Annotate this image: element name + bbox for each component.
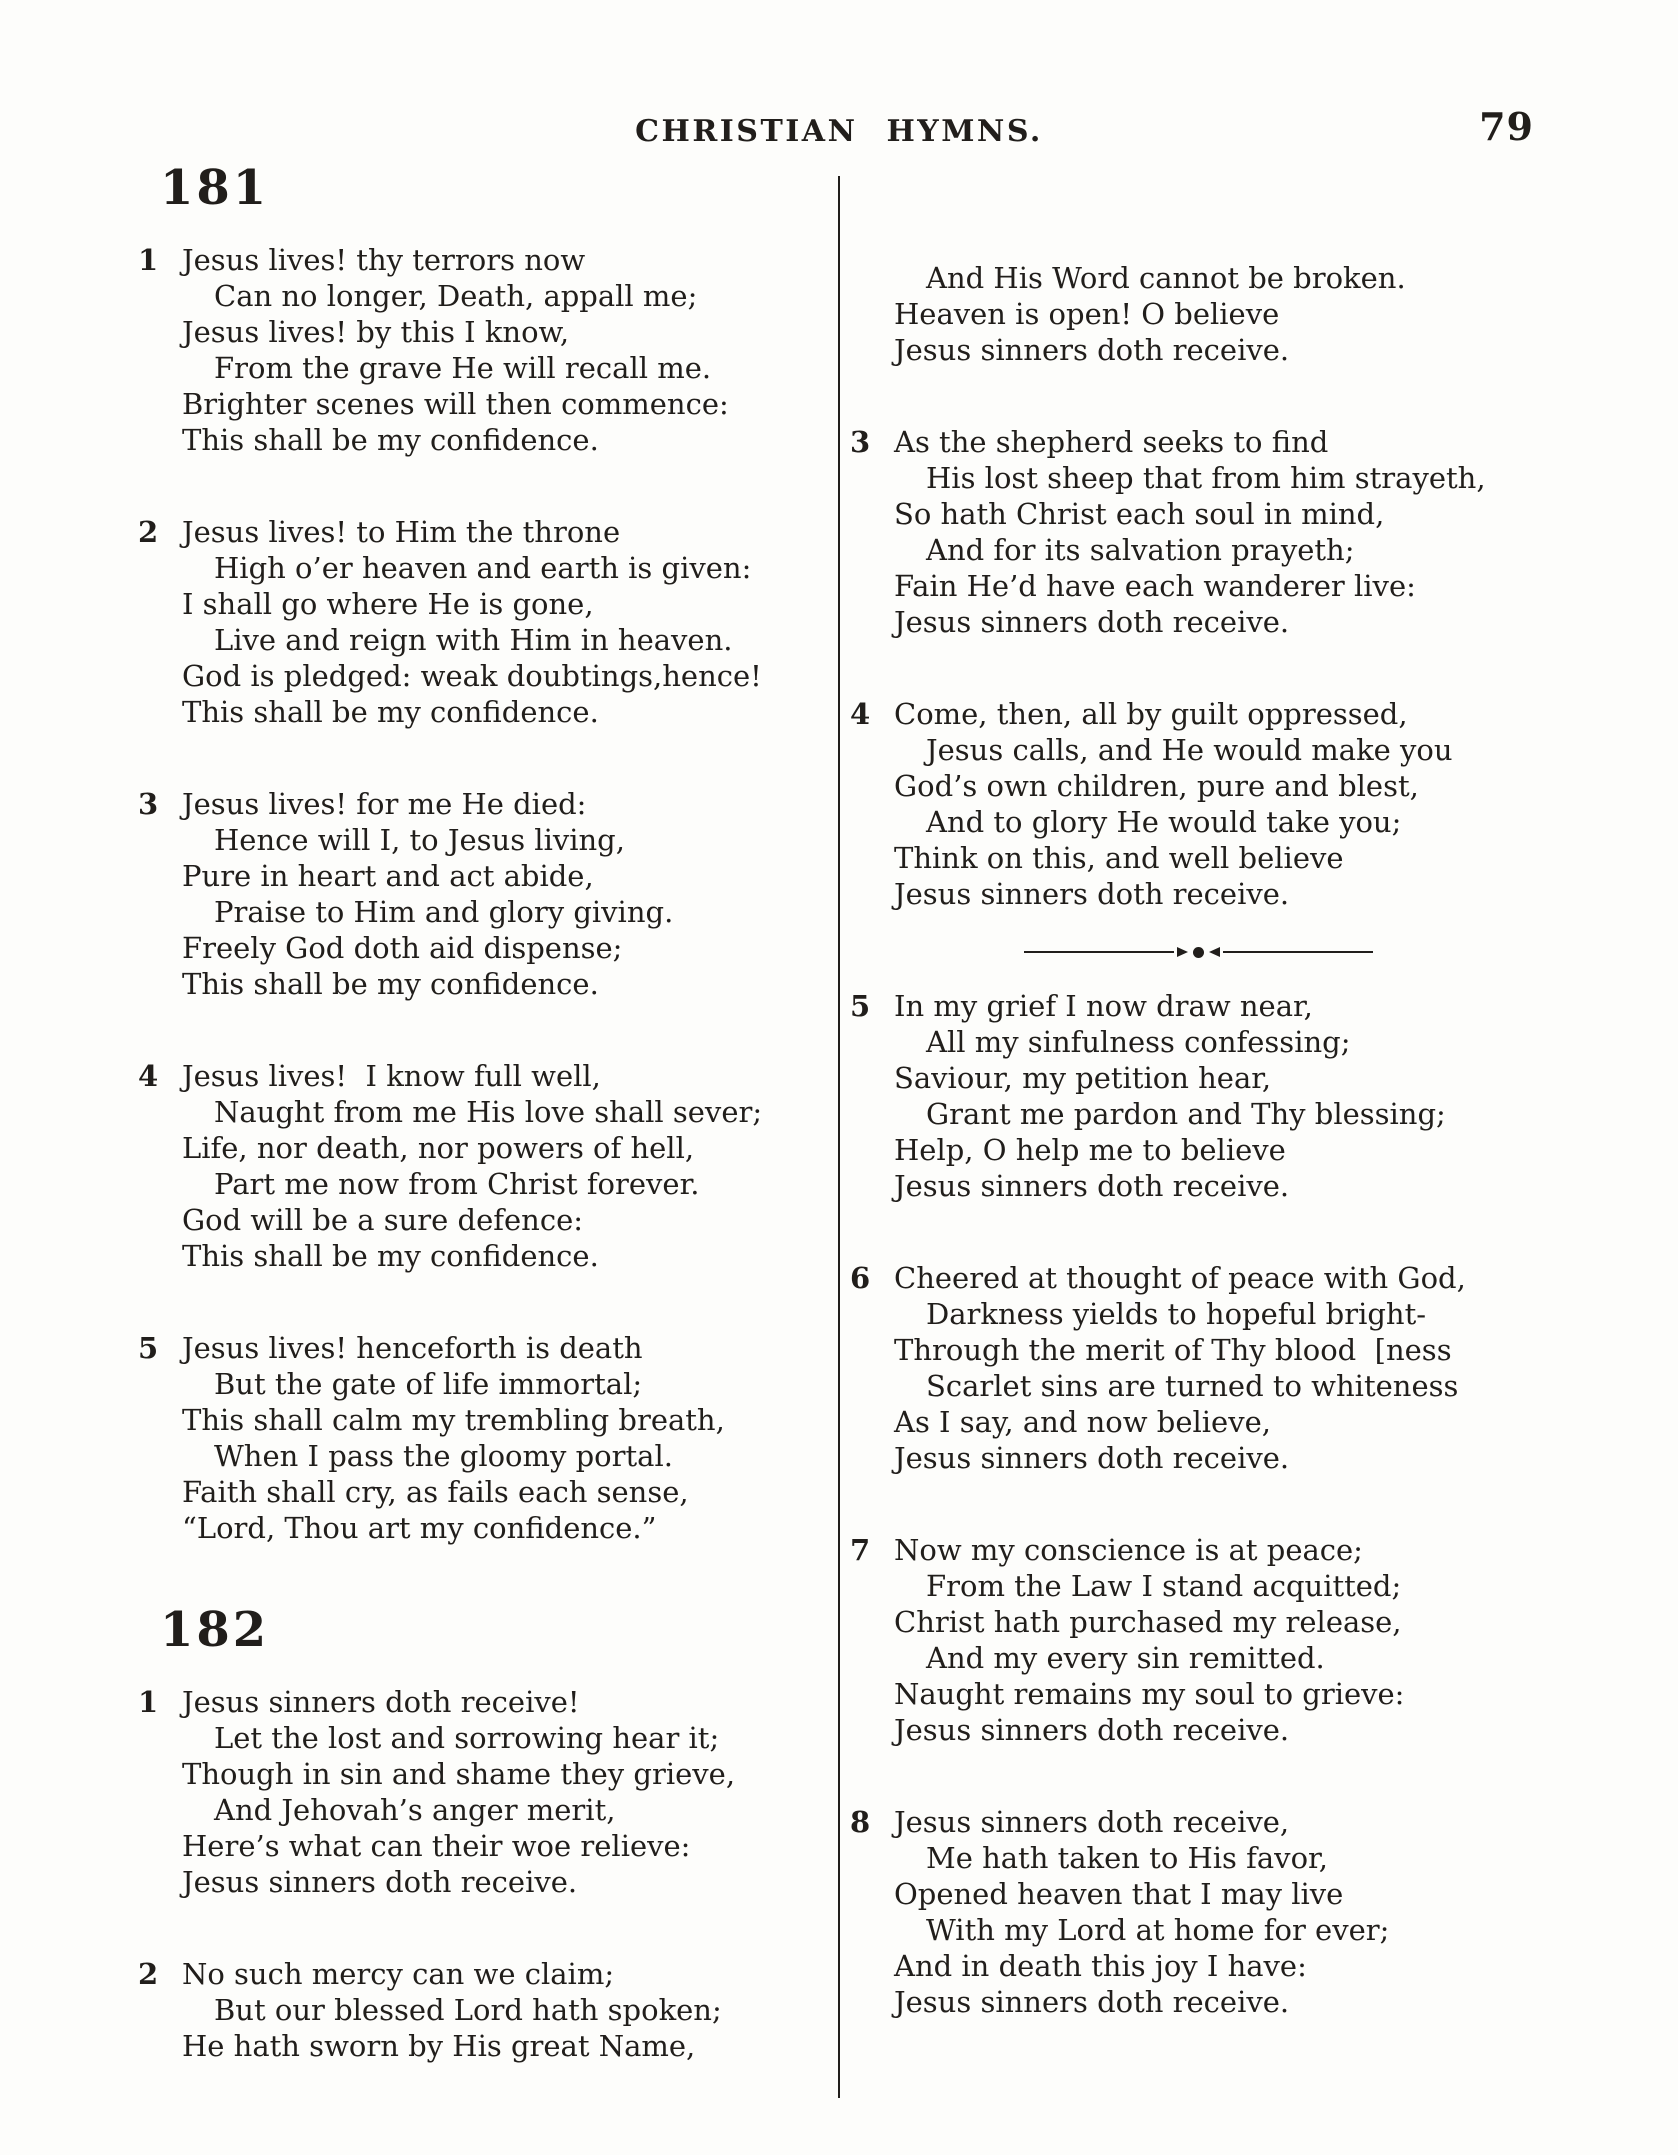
verse-line: Fain He’d have each wanderer live:: [894, 569, 1416, 603]
verse-line: All my sinfulness confessing;: [926, 1025, 1351, 1059]
verse-line: Jesus lives! henceforth is death: [182, 1331, 643, 1365]
verse-number: 6: [850, 1261, 871, 1295]
verse-line: As I say, and now believe,: [894, 1405, 1271, 1439]
hymn-number-181: 181: [160, 160, 270, 216]
verse-lines: [182, 514, 838, 730]
verse-line: Jesus sinners doth receive.: [894, 605, 1290, 639]
verse-line: Let the lost and sorrowing hear it;: [214, 1721, 720, 1755]
verse-line: Jesus sinners doth receive.: [894, 877, 1290, 911]
verse: [850, 696, 1546, 912]
verse: [138, 242, 838, 458]
verse-line: God is pledged: weak doubtings,hence!: [182, 659, 762, 693]
ornament-line: [1223, 951, 1373, 953]
verse-line: And Jehovah’s anger merit,: [214, 1793, 616, 1827]
verse-line: Jesus sinners doth receive.: [894, 1713, 1290, 1747]
verse-line: Jesus sinners doth receive.: [182, 1865, 578, 1899]
verse: [850, 1804, 1546, 2020]
verse-line: Jesus lives! for me He died:: [182, 787, 587, 821]
verse-line: Naught remains my soul to grieve:: [894, 1677, 1405, 1711]
verse-lines: [894, 1260, 1546, 1476]
verse-line: Part me now from Christ forever.: [214, 1167, 700, 1201]
hymn-columns: [138, 160, 1546, 2120]
verse-line: Pure in heart and act abide,: [182, 859, 594, 893]
verse-line: Live and reign with Him in heaven.: [214, 623, 733, 657]
verse-number: 1: [138, 1685, 159, 1719]
verse: [850, 260, 1546, 368]
verse-line: Now my conscience is at peace;: [894, 1533, 1363, 1567]
verse-line: Scarlet sins are turned to whiteness: [926, 1369, 1459, 1403]
verse-line: This shall be my confidence.: [182, 1239, 599, 1273]
verse-number: 3: [850, 425, 871, 459]
verse-line: Jesus sinners doth receive!: [182, 1685, 580, 1719]
verse-line: But the gate of life immortal;: [214, 1367, 643, 1401]
verse-line: This shall be my confidence.: [182, 695, 599, 729]
verse-line: But our blessed Lord hath spoken;: [214, 1993, 722, 2027]
verse-line: Me hath taken to His favor,: [926, 1841, 1328, 1875]
verse-line: Jesus lives! I know full well,: [182, 1059, 601, 1093]
verse-lines: [894, 1804, 1546, 2020]
verse-line: Heaven is open! O believe: [894, 297, 1280, 331]
verse-number: 2: [138, 515, 159, 549]
verse-line: Jesus sinners doth receive.: [894, 333, 1290, 367]
verse-line: With my Lord at home for ever;: [926, 1913, 1390, 1947]
verse: [138, 1684, 838, 1900]
verse-line: Jesus lives! by this I know,: [182, 315, 570, 349]
verse-line: When I pass the gloomy portal.: [214, 1439, 673, 1473]
verse-line: I shall go where He is gone,: [182, 587, 594, 621]
verse-lines: [182, 242, 838, 458]
verse-line: No such mercy can we claim;: [182, 1957, 615, 1991]
hymn-number-182: 182: [160, 1602, 270, 1658]
verse-line: Jesus lives! thy terrors now: [182, 243, 586, 277]
verse-line: This shall be my confidence.: [182, 967, 599, 1001]
verse-number: 1: [138, 243, 159, 277]
verse-line: Can no longer, Death, appall me;: [214, 279, 698, 313]
verse-number: 5: [850, 989, 871, 1023]
verse-line: Jesus sinners doth receive.: [894, 1441, 1290, 1475]
verse-lines: [894, 1532, 1546, 1748]
verse-line: Jesus calls, and He would make you: [926, 733, 1453, 767]
verse-line: From the grave He will recall me.: [214, 351, 712, 385]
verse-line: In my grief I now draw near,: [894, 989, 1313, 1023]
verse: [138, 786, 838, 1002]
verse: [850, 988, 1546, 1204]
verse-line: This shall calm my trembling breath,: [182, 1403, 725, 1437]
verse-line: As the shepherd seeks to find: [894, 425, 1329, 459]
verse: [850, 1260, 1546, 1476]
verse-line: Jesus sinners doth receive.: [894, 1985, 1290, 2019]
verse-line: God will be a sure defence:: [182, 1203, 584, 1237]
verse-line: He hath sworn by His great Name,: [182, 2029, 696, 2063]
verse-line: Jesus sinners doth receive.: [894, 1169, 1290, 1203]
verse-number: 4: [138, 1059, 159, 1093]
verse-line: Cheered at thought of peace with God,: [894, 1261, 1466, 1295]
verse: [138, 1330, 838, 1546]
verse-lines: [182, 1684, 838, 1900]
section-ornament: [850, 942, 1546, 962]
verse-lines: [894, 696, 1546, 912]
verse-line: Freely God doth aid dispense;: [182, 931, 623, 965]
verse-line: And in death this joy I have:: [894, 1949, 1307, 1983]
verse-lines: [182, 1058, 838, 1274]
verse-line: Come, then, all by guilt oppressed,: [894, 697, 1408, 731]
verse-line: Help, O help me to believe: [894, 1133, 1286, 1167]
verse-line: And my every sin remitted.: [926, 1641, 1325, 1675]
verse-number: [850, 260, 894, 368]
verse-line: Hence will I, to Jesus living,: [214, 823, 625, 857]
verse-line: Darkness yields to hopeful bright-: [926, 1297, 1427, 1331]
verse: [850, 424, 1546, 640]
verse-line: Christ hath purchased my release,: [894, 1605, 1402, 1639]
verse-line: Jesus lives! to Him the throne: [182, 515, 621, 549]
verse-line: Through the merit of Thy blood [ness: [894, 1333, 1452, 1367]
verse: [138, 1058, 838, 1274]
verse-line: Though in sin and shame they grieve,: [182, 1757, 736, 1791]
verse-lines: [894, 988, 1546, 1204]
left-column: [138, 160, 838, 2120]
verse-line: God’s own children, pure and blest,: [894, 769, 1419, 803]
verse: [850, 1532, 1546, 1748]
ornament-arrow-icon: [1177, 947, 1188, 957]
verse-line: Here’s what can their woe relieve:: [182, 1829, 691, 1863]
verse-line: From the Law I stand acquitted;: [926, 1569, 1402, 1603]
verse-number: 3: [138, 787, 159, 821]
verse-lines: [894, 260, 1546, 368]
verse-line: This shall be my confidence.: [182, 423, 599, 457]
verse-line: Grant me pardon and Thy blessing;: [926, 1097, 1446, 1131]
verse-line: Praise to Him and glory giving.: [214, 895, 674, 929]
ornament-arrow-icon: [1209, 947, 1220, 957]
running-header-title: CHRISTIAN HYMNS.: [635, 114, 1043, 149]
verse-line: Brighter scenes will then commence:: [182, 387, 729, 421]
verse-line: Jesus sinners doth receive,: [894, 1805, 1290, 1839]
verse-line: His lost sheep that from him strayeth,: [926, 461, 1486, 495]
ornament-line: [1024, 951, 1174, 953]
verse-number: 5: [138, 1331, 159, 1365]
verse-number: 8: [850, 1805, 871, 1839]
verse-line: And for its salvation prayeth;: [926, 533, 1355, 567]
page-number: 79: [1479, 104, 1534, 149]
verse-lines: [894, 424, 1546, 640]
verse-number: 2: [138, 1957, 159, 1991]
verse-line: And to glory He would take you;: [926, 805, 1402, 839]
verse-line: Saviour, my petition hear,: [894, 1061, 1272, 1095]
verse-line: Faith shall cry, as fails each sense,: [182, 1475, 689, 1509]
verse-line: Think on this, and well believe: [894, 841, 1344, 875]
verse-line: High o’er heaven and earth is given:: [214, 551, 752, 585]
verse-lines: [182, 1330, 838, 1546]
verse-number: 4: [850, 697, 871, 731]
verse-lines: [182, 1956, 838, 2064]
verse: [138, 1956, 838, 2064]
verse-line: Naught from me His love shall sever;: [214, 1095, 763, 1129]
ornament-dot-icon: [1193, 947, 1204, 958]
verse-line: And His Word cannot be broken.: [926, 261, 1406, 295]
right-column: [840, 160, 1546, 2076]
verse: [138, 514, 838, 730]
verse-line: Life, nor death, nor powers of hell,: [182, 1131, 695, 1165]
verse-line: Opened heaven that I may live: [894, 1877, 1344, 1911]
verse-line: “Lord, Thou art my confidence.”: [182, 1511, 657, 1545]
verse-line: So hath Christ each soul in mind,: [894, 497, 1385, 531]
verse-lines: [182, 786, 838, 1002]
verse-number: 7: [850, 1533, 871, 1567]
